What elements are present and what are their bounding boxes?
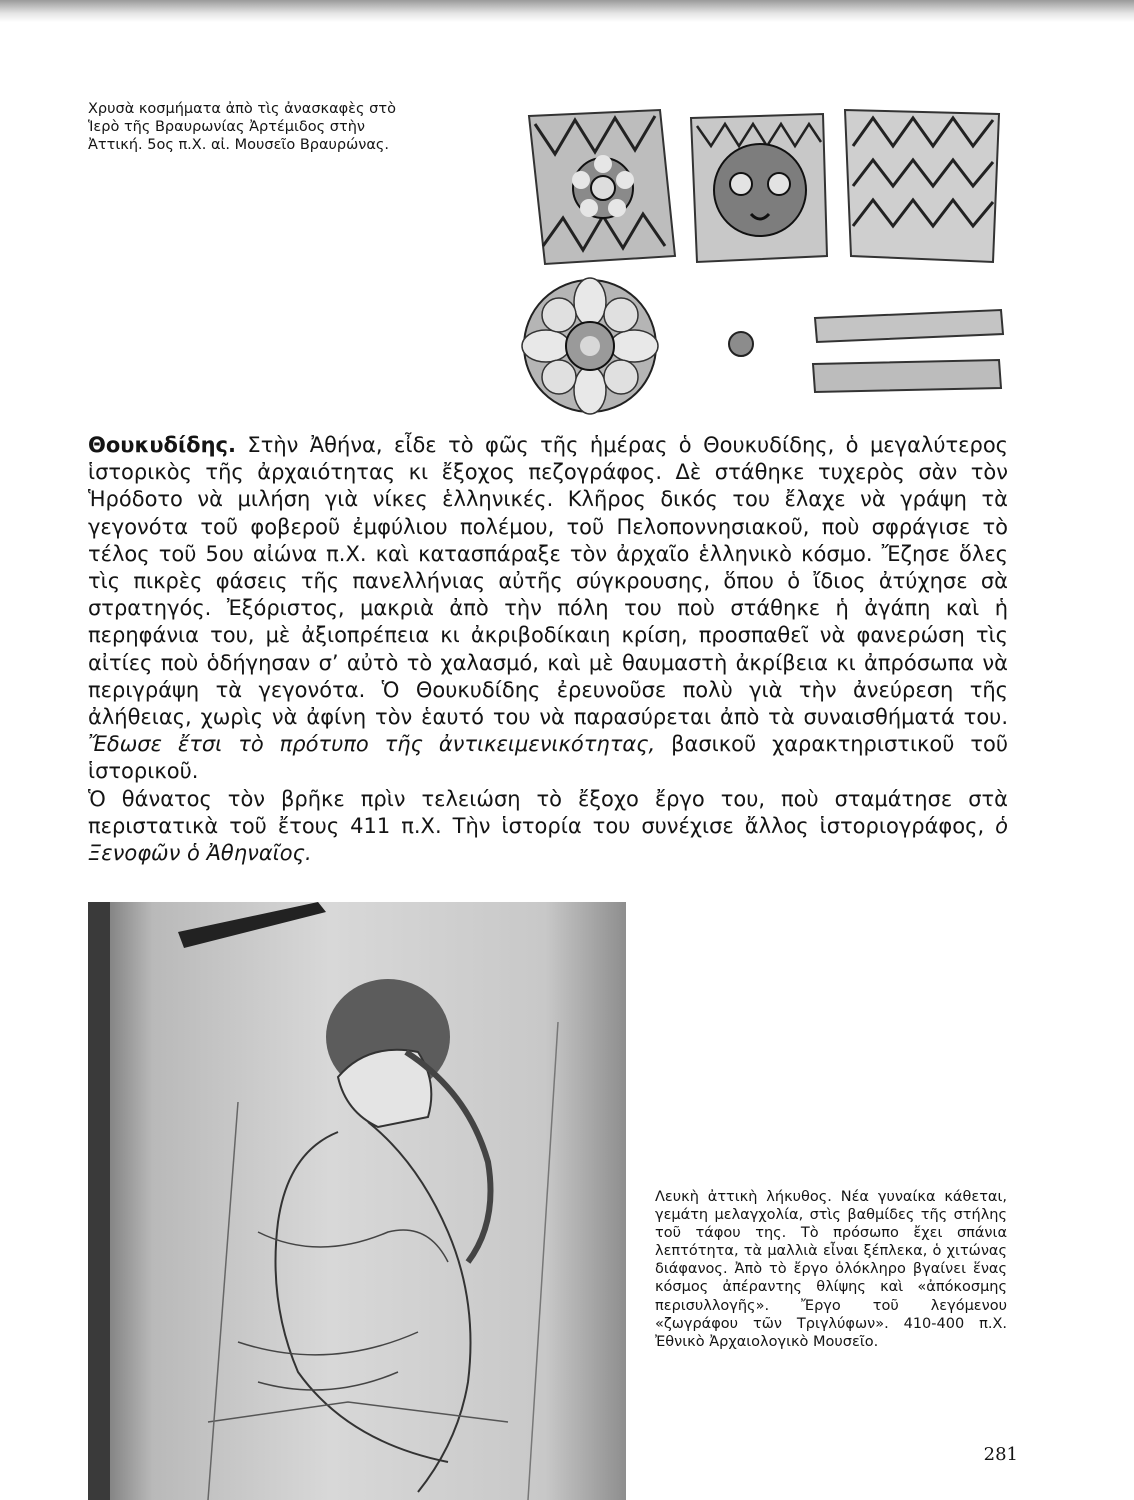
- paragraph-1-end: βασικοῦ χαρακτηριστικοῦ τοῦ ἱστορικοῦ.: [88, 732, 1008, 784]
- lekythos-caption: Λευκὴ ἀττικὴ λήκυθος. Νέα γυναίκα κάθεται, γεμάτη μελαγχολία, στὶς βαθμίδες τῆς στήλης τοῦ τάφου της. Τὸ πρόσωπο ἔχει σπάνια λεπτότητα, τὰ μαλλιὰ εἶναι ξέπλεκα, ὁ χιτώνας διάφανος. Ἀπὸ τὸ ἔργο ὁλόκληρο βγαίνει ἕνας κόσμος ἀπέραντης θλίψης καὶ «ἀπόκοσμης περισυλλογῆς». Ἔργο τοῦ λεγόμενου «ζωγράφου τῶν Τριγλύφων». 410-400 π.Χ. Ἐθνικὸ Ἀρχαιολογικὸ Μουσεῖο.: [655, 1189, 1007, 1350]
- paragraph-2-text: Ὁ θάνατος τὸν βρῆκε πρὶν τελειώση τὸ ἔξοχο ἔργο του, ποὺ σταμάτησε στὰ περιστατικὰ τοῦ ἔτους 411 π.Χ. Τὴν ἱστορία του συνέχισε ἄλλος ἱστοριογράφος,: [88, 786, 1008, 838]
- plaque-face: [691, 114, 827, 262]
- lekythos-photo: [88, 902, 626, 1500]
- paragraph-1-italic: Ἔδωσε ἔτσι τὸ πρότυπο τῆς ἀντικειμενικότητας,: [88, 732, 656, 757]
- paragraph-2-italic: ὁ Ξενοφῶν ὁ Ἀθηναῖος.: [88, 813, 1008, 866]
- large-rosette: [522, 278, 658, 414]
- scan-edge: [0, 0, 1134, 22]
- paragraph-1-text: Στὴν Ἀθήνα, εἶδε τὸ φῶς τῆς ἡμέρας ὁ Θουκυδίδης, ὁ μεγαλύτερος ἱστορικὸς τῆς ἀρχαιότητας κι ἔξοχος πεζογράφος. Δὲ στάθηκε τυχερὸς σὰν τὸν Ἡρόδοτο νὰ μιλήση γιὰ νίκες ἑλληνικές. Κλῆρος δικός του ἔλαχε νὰ γράψη τὰ γεγονότα τοῦ φοβεροῦ ἐμφύλιου πολέμου, τοῦ Πελοποννησιακοῦ, ποὺ σφράγισε τὸ τέλος τοῦ 5ου αἰώνα π.Χ. καὶ κατασπάραξε τὸν ἀρχαῖο ἑλληνικὸ κόσμο. Ἔζησε ὅλες τὶς πικρὲς φάσεις τῆς πανελλήνιας αὐτῆς σύγκρουσης, ὅπου ὁ ἴδιος ἀτύχησε σὰ στρατηγός. Ἐξόριστος, μακριὰ ἀπὸ τὴν πόλη του ποὺ στάθηκε ἡ ἀγάπη καὶ ἡ περηφάνια του, μὲ ἀξιοπρέπεια κι ἀκριβοδίκαιη κρίση, προσπαθεῖ νὰ φανερώση τὶς αἰτίες ποὺ ὁδήγησαν σ’ αὐτὸ τὸ χαλασμό, καὶ μὲ θαυμαστὴ ἀκρίβεια κι ἀπρόσωπα νὰ περιγράψη τὰ γεγονότα. Ὁ Θουκυδίδης ἐρευνοῦσε πολὺ γιὰ τὴν ἀνεύρεση τῆς ἀλήθειας, χωρὶς νὰ ἀφίνη τὸν ἑαυτό του νὰ παρασύρεται ἀπὸ τὰ συναισθήματά του.: [88, 433, 1009, 730]
- gold-strip-1: [815, 310, 1003, 342]
- section-heading: Θουκυδίδης.: [88, 433, 236, 457]
- paragraph-thucydides: [88, 432, 1008, 786]
- gold-strip-2: [813, 360, 1001, 392]
- jewelry-caption: Χρυσὰ κοσμήματα ἀπὸ τὶς ἀνασκαφὲς στὸ Ἱερὸ τῆς Βραυρωνίας Ἀρτέμιδος στὴν Ἀττική. 5ος π.Χ. αἰ. Μουσεῖο Βραυρώνας.: [88, 101, 396, 153]
- gold-jewelry-photo: [505, 106, 1007, 416]
- main-text: [88, 432, 1008, 867]
- plaque-rosette: [529, 110, 675, 264]
- paragraph-death: [88, 786, 1008, 868]
- small-bead: [729, 332, 753, 356]
- page-number: 281: [983, 1444, 1018, 1465]
- plaque-zigzag: [845, 110, 999, 262]
